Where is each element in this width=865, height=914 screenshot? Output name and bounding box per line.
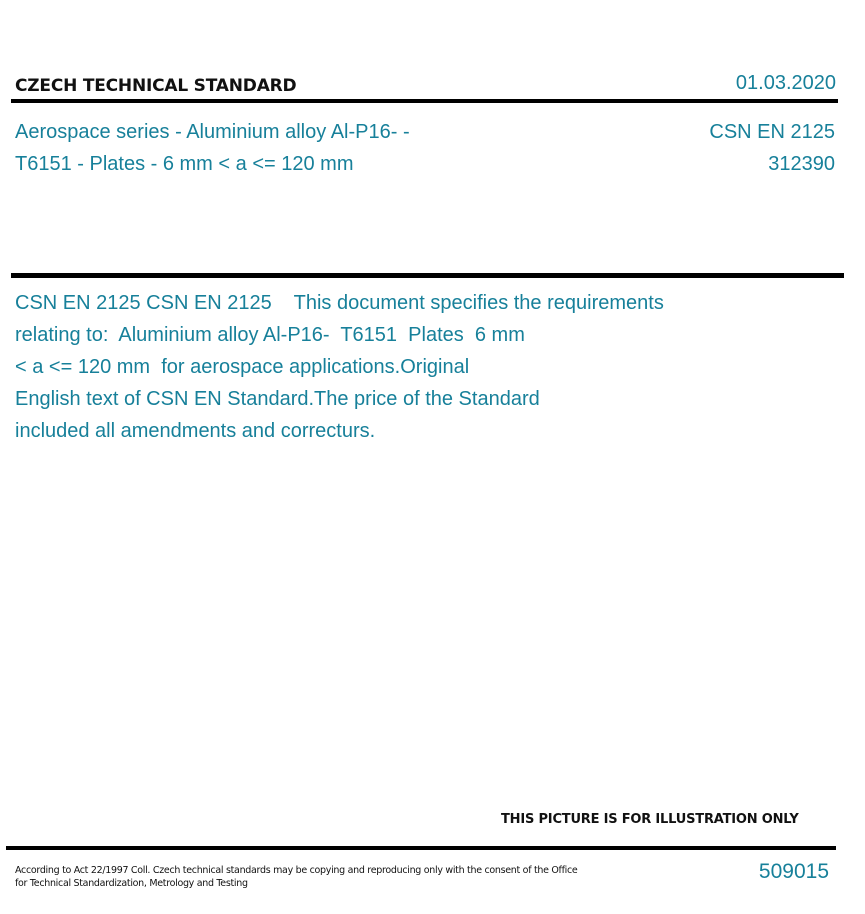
illustration-note: THIS PICTURE IS FOR ILLUSTRATION ONLY <box>501 812 799 827</box>
title-line: Aerospace series - Aluminium alloy Al-P16- - <box>15 121 410 143</box>
description-line: English text of CSN EN Standard.The price of the Standard <box>15 388 540 410</box>
legal-line: According to Act 22/1997 Coll. Czech technical standards may be copying and reproducing only with the consent of the Office <box>15 865 578 876</box>
description-line: relating to: Aluminium alloy Al-P16- T6151 Plates 6 mm <box>15 324 525 346</box>
publication-date: 01.03.2020 <box>735 72 836 94</box>
document-type-label: CZECH TECHNICAL STANDARD <box>15 76 297 96</box>
legal-notice <box>15 864 595 890</box>
product-number: 509015 <box>758 860 829 883</box>
legal-line: for Technical Standardization, Metrology and Testing <box>15 878 248 889</box>
description-line: < a <= 120 mm for aerospace applications.Original <box>15 356 470 378</box>
description-line: included all amendments and correcturs. <box>15 420 376 442</box>
section-divider <box>11 273 844 278</box>
header-divider <box>11 99 838 103</box>
standard-number: CSN EN 2125 <box>709 121 835 143</box>
title-line: T6151 - Plates - 6 mm < a <= 120 mm <box>15 153 354 175</box>
footer-divider <box>6 846 836 850</box>
description <box>15 287 735 447</box>
description-line: CSN EN 2125 CSN EN 2125 This document specifies the requirements <box>15 292 664 314</box>
standard-title <box>15 116 575 180</box>
catalog-number: 312390 <box>768 153 835 175</box>
